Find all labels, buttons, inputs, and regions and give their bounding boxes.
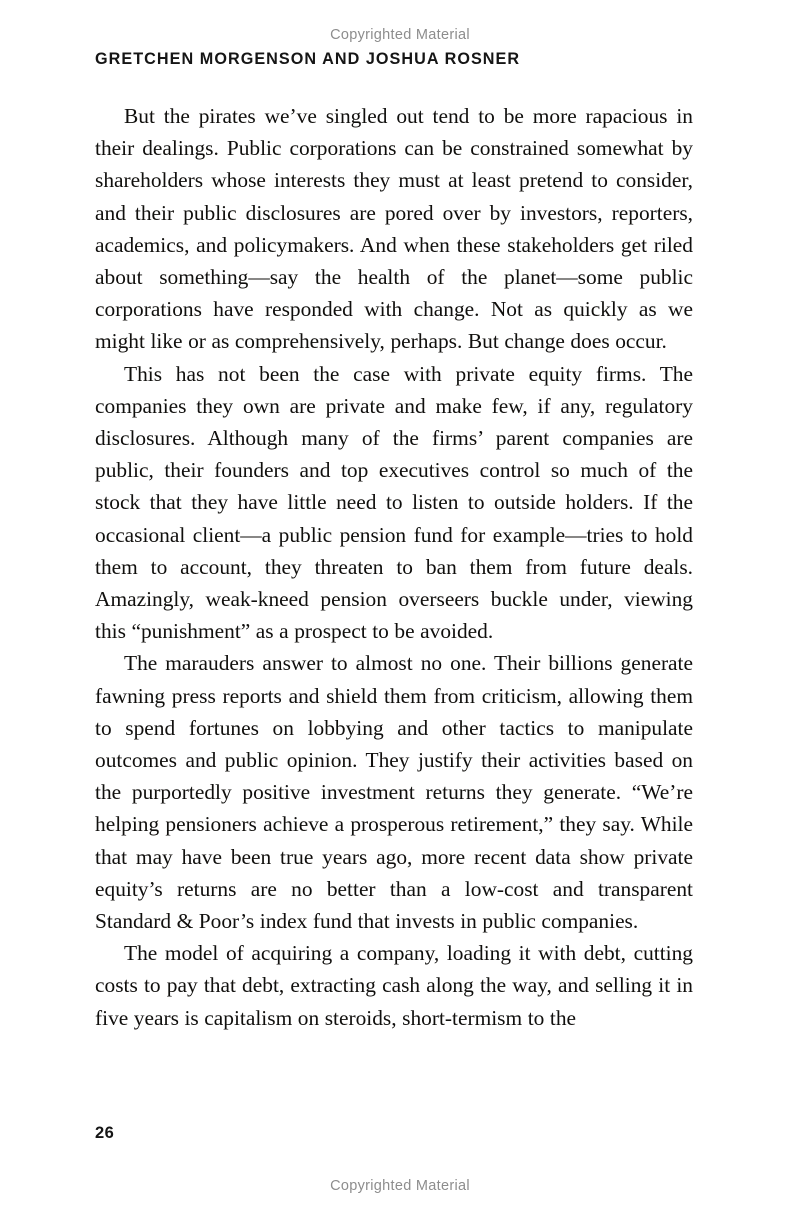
copyright-watermark-top: Copyrighted Material: [330, 27, 470, 43]
body-text-column: [95, 100, 693, 1034]
running-head-authors: GRETCHEN MORGENSON AND JOSHUA ROSNER: [95, 50, 521, 68]
copyright-watermark-bottom: Copyrighted Material: [330, 1178, 470, 1194]
paragraph: This has not been the case with private equity firms. The companies they own are private and make few, if any, regulatory disclosures. Although many of the firms’ parent companies are public, their founders and top executives control so much of the stock that they have little need to listen to outside holders. If the occasional client—a public pension fund for example—tries to hold them to account, they threaten to ban them from future deals. Amazingly, weak-kneed pension overseers buckle under, viewing this “punishment” as a prospect to be avoided.: [95, 361, 693, 644]
paragraph: The marauders answer to almost no one. Their billions generate fawning press reports and shield them from criticism, allowing them to spend fortunes on lobbying and other tactics to manipulate outcomes and public opinion. They justify their activities based on the purportedly positive investment returns they generate. “We’re helping pensioners achieve a prosperous retirement,” they say. While that may have been true years ago, more recent data show private equity’s returns are no better than a low-cost and transparent Standard & Poor’s index fund that invests in public companies.: [95, 651, 693, 934]
paragraph: But the pirates we’ve singled out tend to be more rapacious in their dealings. Public corporations can be constrained somewhat by shareholders whose interests they must at least pretend to consider, and their public disclosures are pored over by investors, reporters, academics, and policymakers. And when these stakeholders get riled about something—say the health of the planet—some public corporations have responded with change. Not as quickly as we might like or as comprehensively, perhaps. But change does occur.: [95, 104, 693, 354]
page-number: 26: [95, 1124, 115, 1142]
paragraph: The model of acquiring a company, loading it with debt, cutting costs to pay that debt, extracting cash along the way, and selling it in five years is capitalism on steroids, short-termism to the: [95, 941, 693, 1030]
